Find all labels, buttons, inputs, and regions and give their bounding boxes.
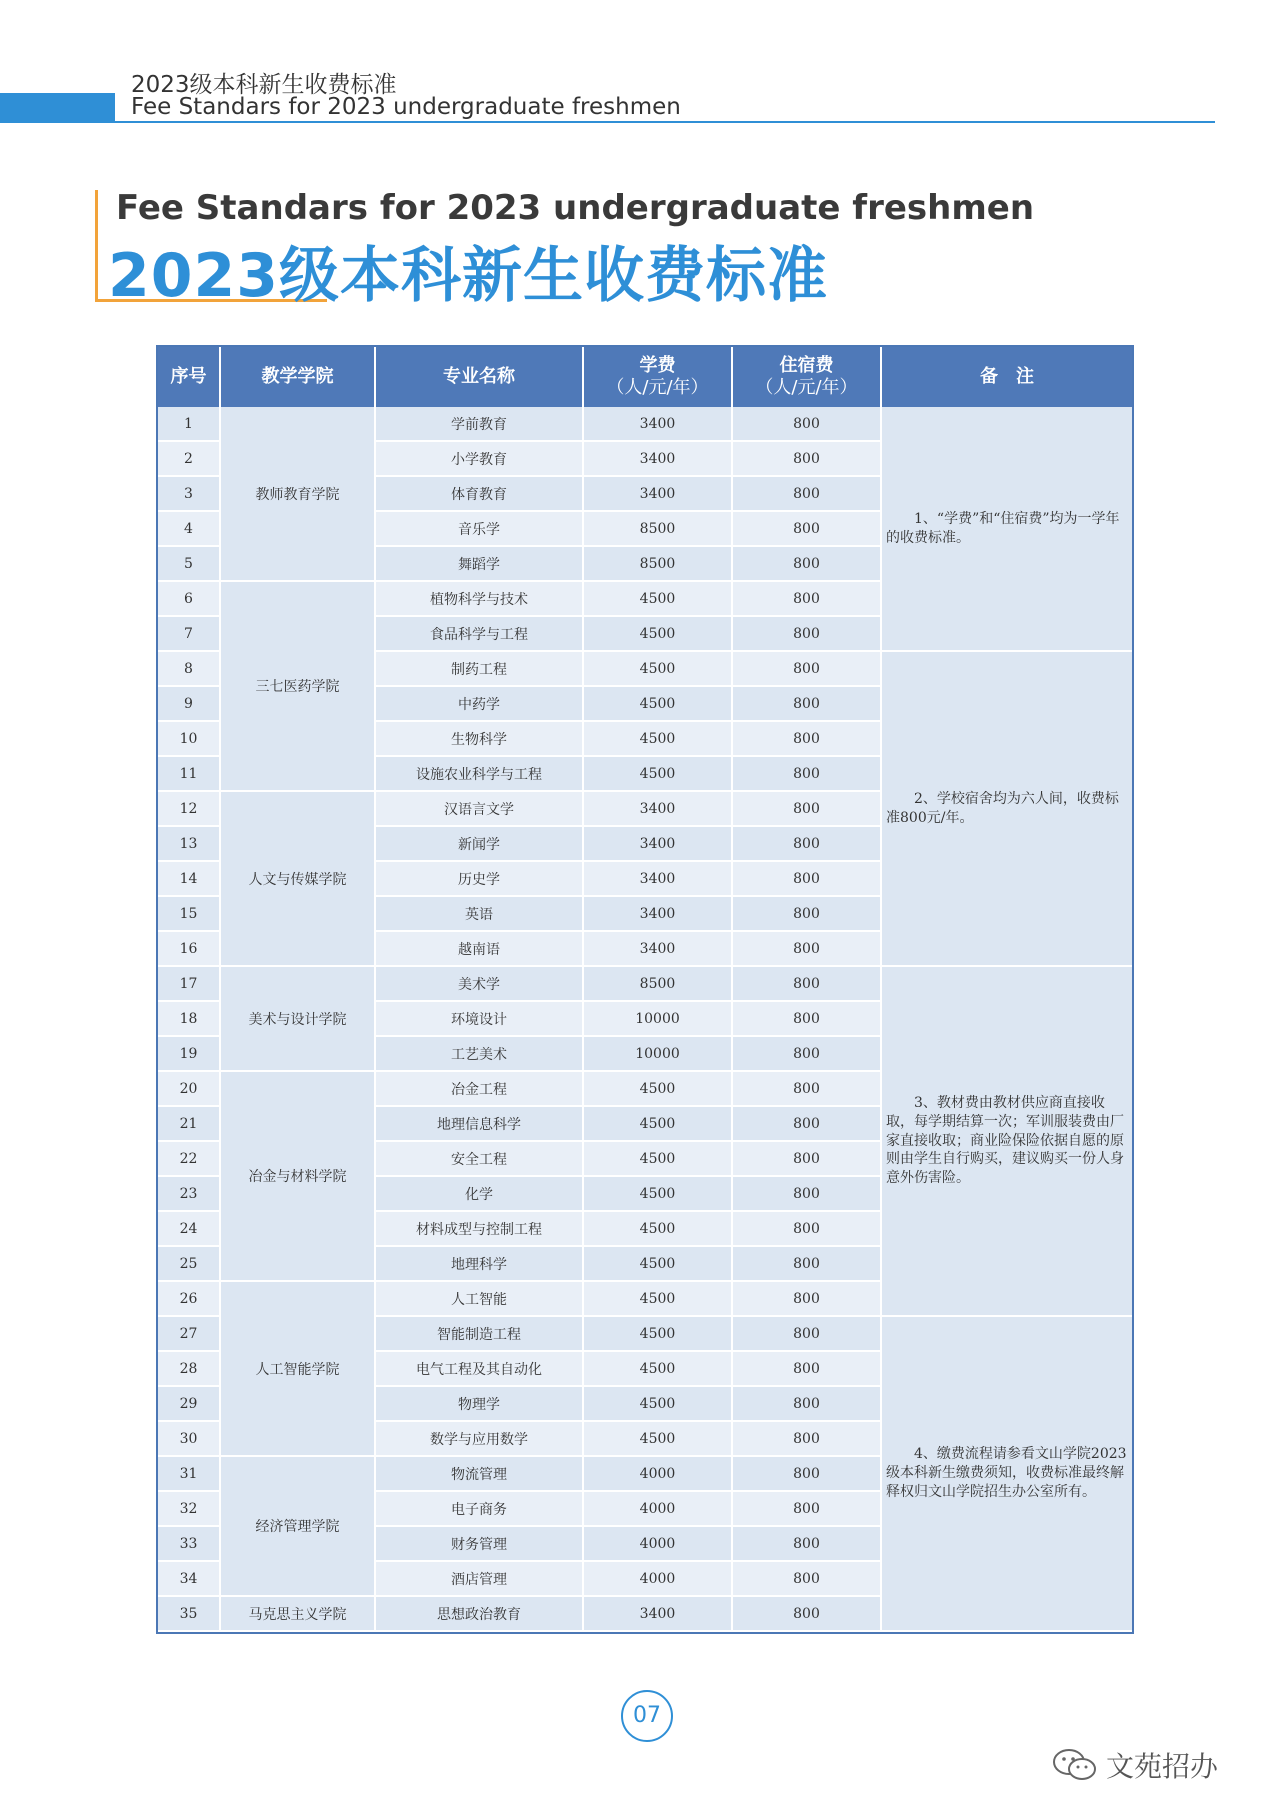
major-name: 化学 [376,1177,584,1212]
row-number: 29 [158,1387,221,1422]
tuition-value: 3400 [584,827,733,862]
major-name: 智能制造工程 [376,1317,584,1352]
tuition-value: 4500 [584,722,733,757]
row-number: 34 [158,1562,221,1597]
lodging-value: 800 [733,1597,882,1632]
row-number: 31 [158,1457,221,1492]
major-name: 酒店管理 [376,1562,584,1597]
tuition-value: 4000 [584,1527,733,1562]
table-row [158,407,1132,442]
major-name: 数学与应用数学 [376,1422,584,1457]
major-name: 财务管理 [376,1527,584,1562]
row-number: 13 [158,827,221,862]
page-title-en: Fee Standars for 2023 undergraduate freshmen [116,188,1035,228]
tuition-value: 8500 [584,967,733,1002]
major-name: 地理信息科学 [376,1107,584,1142]
major-name: 人工智能 [376,1282,584,1317]
col-header-major: 专业名称 [376,347,584,407]
row-number: 15 [158,897,221,932]
major-name: 工艺美术 [376,1037,584,1072]
lodging-value: 800 [733,547,882,582]
page-number: 07 [621,1690,673,1742]
row-number: 5 [158,547,221,582]
major-name: 学前教育 [376,407,584,442]
tuition-value: 4500 [584,1317,733,1352]
row-number: 17 [158,967,221,1002]
lodging-value: 800 [733,1352,882,1387]
lodging-value: 800 [733,827,882,862]
remark-note-text: 4、缴费流程请参看文山学院2023级本科新生缴费须知，收费标准最终解释权归文山学院招生办公室所有。 [886,1446,1127,1500]
watermark-text: 文苑招办 [1106,1750,1219,1783]
major-name: 食品科学与工程 [376,617,584,652]
wechat-icon [1052,1748,1098,1782]
major-name: 安全工程 [376,1142,584,1177]
lodging-value: 800 [733,407,882,442]
major-name: 材料成型与控制工程 [376,1212,584,1247]
row-number: 3 [158,477,221,512]
remark-note [882,967,1132,1317]
college-name: 人文与传媒学院 [221,792,376,967]
row-number: 23 [158,1177,221,1212]
tuition-value: 4500 [584,1212,733,1247]
lodging-value: 800 [733,1247,882,1282]
tuition-value: 3400 [584,442,733,477]
major-name: 音乐学 [376,512,584,547]
major-name: 植物科学与技术 [376,582,584,617]
remark-note [882,407,1132,652]
tuition-value: 4500 [584,1072,733,1107]
tuition-value: 4500 [584,652,733,687]
major-name: 越南语 [376,932,584,967]
major-name: 英语 [376,897,584,932]
row-number: 33 [158,1527,221,1562]
tuition-value: 3400 [584,407,733,442]
watermark [1052,1745,1218,1785]
row-number: 27 [158,1317,221,1352]
header-title-en: Fee Standars for 2023 undergraduate freshmen [131,94,681,120]
col-header-no: 序号 [158,347,221,407]
tuition-value: 4500 [584,1387,733,1422]
lodging-value: 800 [733,1282,882,1317]
lodging-value: 800 [733,442,882,477]
col-header-lodging-unit: （人/元/年） [755,377,858,398]
row-number: 26 [158,1282,221,1317]
college-name: 冶金与材料学院 [221,1072,376,1282]
lodging-value: 800 [733,1107,882,1142]
row-number: 6 [158,582,221,617]
lodging-value: 800 [733,1142,882,1177]
row-number: 18 [158,1002,221,1037]
major-name: 思想政治教育 [376,1597,584,1632]
row-number: 9 [158,687,221,722]
college-name: 教师教育学院 [221,407,376,582]
college-name: 人工智能学院 [221,1282,376,1457]
tuition-value: 8500 [584,512,733,547]
major-name: 体育教育 [376,477,584,512]
lodging-value: 800 [733,1072,882,1107]
lodging-value: 800 [733,1317,882,1352]
major-name: 电子商务 [376,1492,584,1527]
tuition-value: 4500 [584,1142,733,1177]
row-number: 21 [158,1107,221,1142]
row-number: 28 [158,1352,221,1387]
lodging-value: 800 [733,512,882,547]
tuition-value: 4500 [584,1352,733,1387]
tuition-value: 4500 [584,757,733,792]
tuition-value: 3400 [584,862,733,897]
lodging-value: 800 [733,1422,882,1457]
major-name: 设施农业科学与工程 [376,757,584,792]
tuition-value: 4500 [584,1422,733,1457]
lodging-value: 800 [733,582,882,617]
major-name: 生物科学 [376,722,584,757]
lodging-value: 800 [733,477,882,512]
row-number: 7 [158,617,221,652]
major-name: 舞蹈学 [376,547,584,582]
tuition-value: 4000 [584,1492,733,1527]
major-name: 环境设计 [376,1002,584,1037]
tuition-value: 4000 [584,1562,733,1597]
major-name: 制药工程 [376,652,584,687]
remark-note [882,652,1132,967]
lodging-value: 800 [733,1037,882,1072]
table-body [158,407,1132,1632]
college-name: 马克思主义学院 [221,1597,376,1632]
tuition-value: 4500 [584,617,733,652]
college-name: 三七医药学院 [221,582,376,792]
title-bracket [95,190,98,302]
tuition-value: 3400 [584,792,733,827]
col-header-tuition [584,347,733,407]
col-header-college: 教学学院 [221,347,376,407]
table-row [158,967,1132,1002]
row-number: 22 [158,1142,221,1177]
tuition-value: 4500 [584,687,733,722]
tuition-value: 10000 [584,1037,733,1072]
row-number: 30 [158,1422,221,1457]
lodging-value: 800 [733,1002,882,1037]
header-accent-bar [0,93,115,123]
major-name: 中药学 [376,687,584,722]
major-name: 美术学 [376,967,584,1002]
row-number: 35 [158,1597,221,1632]
page-title-zh: 2023级本科新生收费标准 [108,241,828,311]
row-number: 2 [158,442,221,477]
row-number: 11 [158,757,221,792]
lodging-value: 800 [733,1562,882,1597]
lodging-value: 800 [733,1387,882,1422]
lodging-value: 800 [733,967,882,1002]
major-name: 物理学 [376,1387,584,1422]
row-number: 19 [158,1037,221,1072]
lodging-value: 800 [733,862,882,897]
tuition-value: 3400 [584,932,733,967]
remark-note-text: 3、教材费由教材供应商直接收取，每学期结算一次；军训服装费由厂家直接收取；商业险保险依据自愿的原则由学生自行购买，建议购买一份人身意外伤害险。 [886,1094,1124,1187]
row-number: 8 [158,652,221,687]
lodging-value: 800 [733,1212,882,1247]
lodging-value: 800 [733,1457,882,1492]
remark-note-text: 1、“学费”和“住宿费”均为一学年的收费标准。 [886,510,1120,546]
lodging-value: 800 [733,722,882,757]
fee-table [156,345,1134,1634]
college-name: 经济管理学院 [221,1457,376,1597]
row-number: 1 [158,407,221,442]
lodging-value: 800 [733,617,882,652]
major-name: 冶金工程 [376,1072,584,1107]
table-header-row [158,347,1132,407]
col-header-tuition-unit: （人/元/年） [606,377,709,398]
lodging-value: 800 [733,1492,882,1527]
tuition-value: 10000 [584,1002,733,1037]
lodging-value: 800 [733,757,882,792]
tuition-value: 4500 [584,1177,733,1212]
lodging-value: 800 [733,932,882,967]
major-name: 小学教育 [376,442,584,477]
row-number: 16 [158,932,221,967]
lodging-value: 800 [733,897,882,932]
lodging-value: 800 [733,1527,882,1562]
major-name: 电气工程及其自动化 [376,1352,584,1387]
major-name: 地理科学 [376,1247,584,1282]
tuition-value: 3400 [584,477,733,512]
remark-note [882,1317,1132,1632]
tuition-value: 4000 [584,1457,733,1492]
col-header-lodging [733,347,882,407]
row-number: 25 [158,1247,221,1282]
major-name: 汉语言文学 [376,792,584,827]
lodging-value: 800 [733,1177,882,1212]
tuition-value: 3400 [584,1597,733,1632]
college-name: 美术与设计学院 [221,967,376,1072]
row-number: 14 [158,862,221,897]
lodging-value: 800 [733,792,882,827]
tuition-value: 3400 [584,897,733,932]
row-number: 10 [158,722,221,757]
row-number: 20 [158,1072,221,1107]
row-number: 24 [158,1212,221,1247]
tuition-value: 4500 [584,1282,733,1317]
col-header-remark: 备 注 [882,347,1132,407]
lodging-value: 800 [733,652,882,687]
header-title-zh: 2023级本科新生收费标准 [131,72,397,98]
tuition-value: 4500 [584,1247,733,1282]
row-number: 32 [158,1492,221,1527]
tuition-value: 8500 [584,547,733,582]
major-name: 新闻学 [376,827,584,862]
col-header-lodging-label: 住宿费 [779,355,834,377]
remark-note-text: 2、学校宿舍均为六人间，收费标准800元/年。 [886,790,1119,826]
tuition-value: 4500 [584,1107,733,1142]
row-number: 4 [158,512,221,547]
col-header-tuition-label: 学费 [639,355,676,377]
row-number: 12 [158,792,221,827]
lodging-value: 800 [733,687,882,722]
major-name: 历史学 [376,862,584,897]
tuition-value: 4500 [584,582,733,617]
major-name: 物流管理 [376,1457,584,1492]
header-rule [115,121,1215,123]
